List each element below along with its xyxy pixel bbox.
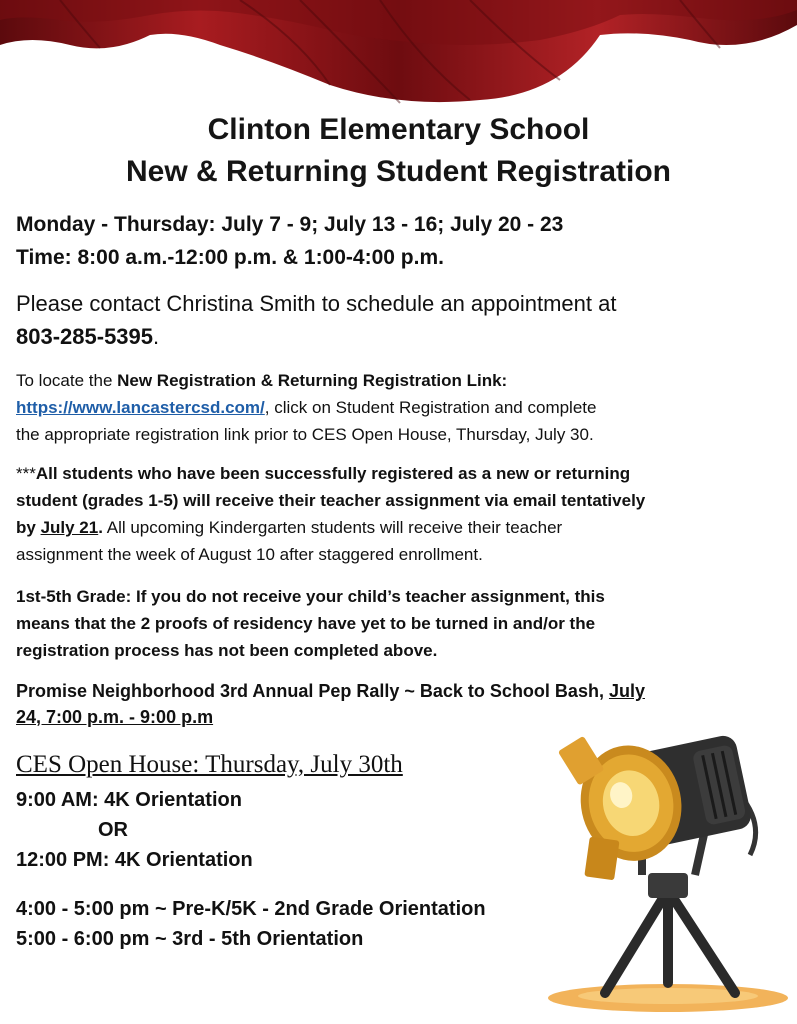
grades-notice-line3: registration process has not been completed above. <box>16 641 438 660</box>
assignment-bold1: All students who have been successfully registered as a new or returning <box>35 464 631 483</box>
page-subtitle: New & Returning Student Registration <box>125 155 671 188</box>
phone-period: . <box>153 324 160 349</box>
assignment-line1 <box>16 464 630 484</box>
open-house-item3: 4:00 - 5:00 pm ~ Pre-K/5K - 2nd Grade Orientation <box>16 898 486 920</box>
open-house-item4: 5:00 - 6:00 pm ~ 3rd - 5th Orientation <box>16 928 364 950</box>
contact-phone <box>16 324 159 350</box>
grades-notice-line2: means that the 2 proofs of residency have yet to be turned in and/or the <box>16 614 596 633</box>
registration-link-line1 <box>16 371 507 391</box>
link-after-text: , click on Student Registration and complete <box>264 398 597 417</box>
pep-rally-text: Promise Neighborhood 3rd Annual Pep Rally ~ Back to School Bash, <box>16 681 609 701</box>
assignment-date: July 21 <box>40 518 99 537</box>
open-house-item1: 9:00 AM: 4K Orientation <box>16 789 242 811</box>
open-house-or: OR <box>98 819 128 841</box>
assignment-line4: assignment the week of August 10 after staggered enrollment. <box>16 545 483 564</box>
assignment-normal3: All upcoming Kindergarten students will receive their teacher <box>102 518 563 537</box>
stage-spotlight-icon <box>540 705 790 1015</box>
pep-rally-line1 <box>16 681 645 702</box>
open-house-heading: CES Open House: Thursday, July 30th <box>16 751 403 778</box>
district-website-link[interactable]: https://www.lancastercsd.com/ <box>16 398 265 417</box>
pep-rally-date2: 24, 7:00 p.m. - 9:00 p.m <box>16 707 214 727</box>
page-title: Clinton Elementary School <box>207 113 590 146</box>
link-lead-text: To locate the <box>16 371 118 390</box>
assignment-stars: *** <box>16 464 36 483</box>
assignment-by: by <box>16 518 41 537</box>
assignment-line2: student (grades 1-5) will receive their teacher assignment via email tentatively <box>16 491 646 510</box>
contact-text: Please contact Christina Smith to schedule an appointment at <box>16 291 617 316</box>
phone-number: 803-285-5395 <box>16 324 154 349</box>
assignment-line3 <box>16 518 562 538</box>
stage-curtain-icon <box>0 0 797 110</box>
assignment-dot: . <box>98 518 103 537</box>
link-heading: New Registration & Returning Registration Link: <box>117 371 508 390</box>
registration-time: Time: 8:00 a.m.-12:00 p.m. & 1:00-4:00 p.m. <box>16 246 444 269</box>
registration-days: Monday - Thursday: July 7 - 9; July 13 - 16; July 20 - 23 <box>16 213 564 236</box>
pep-rally-date1: July <box>608 681 645 701</box>
registration-link-line3: the appropriate registration link prior to CES Open House, Thursday, July 30. <box>16 425 594 444</box>
open-house-item2: 12:00 PM: 4K Orientation <box>16 849 253 871</box>
grades-notice-line1: 1st-5th Grade: If you do not receive your child’s teacher assignment, this <box>16 587 605 606</box>
registration-link-line2 <box>16 398 596 418</box>
